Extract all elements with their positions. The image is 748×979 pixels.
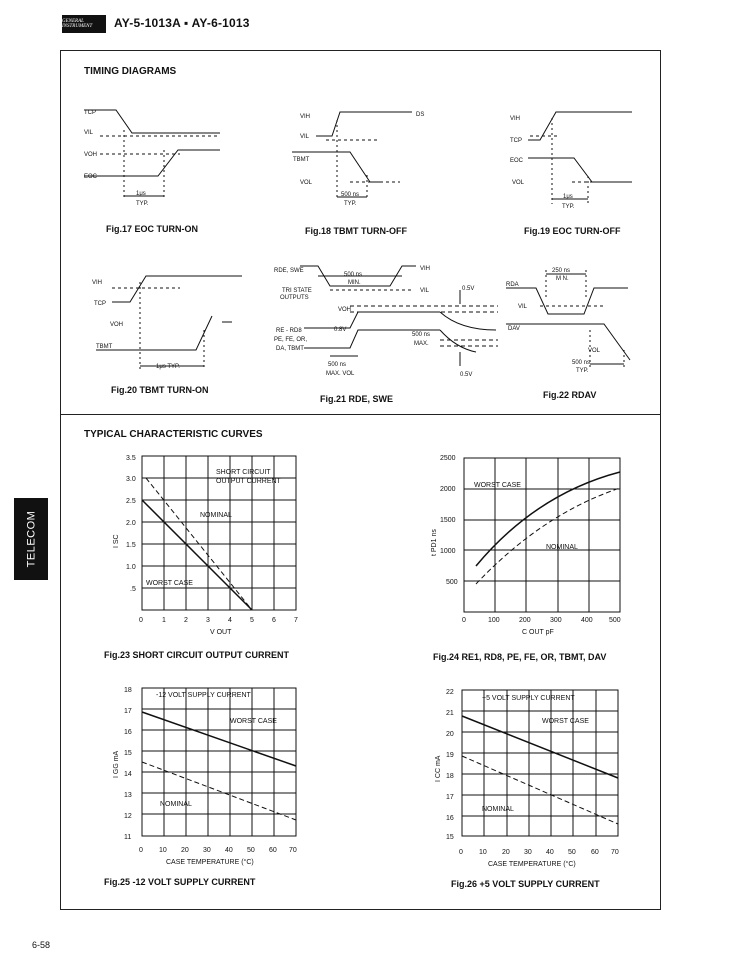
- fig26-ytick-7: 15: [446, 834, 454, 841]
- fig21-label-rde: RDE, SWE: [274, 268, 304, 274]
- fig25-xtick-3: 30: [203, 847, 211, 854]
- fig21-t-r1: 500 ns: [412, 332, 431, 338]
- fig23-xtick-0: 0: [139, 617, 143, 624]
- fig26-xtick-3: 30: [524, 849, 532, 856]
- fig19-timing-diagram: [510, 112, 632, 210]
- fig22-timing-diagram: [506, 268, 630, 374]
- fig24-caption: Fig.24 RE1, RD8, PE, FE, OR, TBMT, DAV: [433, 652, 607, 662]
- fig25-xtick-7: 70: [289, 847, 297, 854]
- fig21-label-voh: VOH: [338, 307, 352, 313]
- fig26-xtick-2: 20: [502, 849, 510, 856]
- fig22-label-vol: VOL: [588, 348, 601, 354]
- fig23-xtick-2: 2: [184, 617, 188, 624]
- fig26-xtick-1: 10: [479, 849, 487, 856]
- fig25-ylabel: I GG mA: [113, 750, 120, 778]
- fig21-label-pe: PE, FE, OR,: [274, 337, 308, 343]
- fig19-eoc-wave: [528, 158, 632, 182]
- company-logo: GENERAL INSTRUMENT: [62, 15, 106, 33]
- fig20-label-voh: VOH: [110, 322, 124, 328]
- fig17-t2: TYP.: [136, 201, 149, 207]
- fig25-legend: -12 VOLT SUPPLY CURRENT: [156, 692, 251, 699]
- fig20-t: 1μs TYP.: [156, 364, 180, 370]
- fig25-ytick-0: 18: [124, 687, 132, 694]
- fig17-caption: Fig.17 EOC TURN-ON: [106, 224, 199, 234]
- fig23-ytick-3: 2.0: [126, 520, 136, 527]
- fig24-worst-label: WORST CASE: [474, 482, 521, 489]
- fig22-label-dav: DAV: [508, 326, 520, 332]
- fig24-xtick-5: 500: [609, 617, 621, 624]
- fig22-t-top1: 250 ns: [552, 268, 571, 274]
- fig26-xtick-5: 50: [568, 849, 576, 856]
- fig21-out-high: [304, 312, 440, 328]
- fig26-chart: [435, 689, 619, 868]
- fig24-nominal-label: NOMINAL: [546, 544, 578, 551]
- fig19-label-eoc: EOC: [510, 158, 524, 164]
- fig20-timing-diagram: [92, 276, 242, 370]
- fig25-caption: Fig.25 -12 VOLT SUPPLY CURRENT: [104, 877, 256, 887]
- timing-section-title: TIMING DIAGRAMS: [84, 66, 177, 77]
- fig18-caption: Fig.18 TBMT TURN-OFF: [305, 226, 407, 236]
- fig23-ytick-0: 3.5: [126, 455, 136, 462]
- fig21-decay-up: [440, 312, 496, 330]
- fig25-xtick-4: 40: [225, 847, 233, 854]
- fig19-label-vih: VIH: [510, 116, 521, 122]
- fig24-ylabel: t PD1 ns: [431, 529, 438, 556]
- fig25-xtick-0: 0: [139, 847, 143, 854]
- fig22-rda-wave: [506, 288, 628, 314]
- section-tab-label: TELECOM: [25, 510, 37, 568]
- fig17-label-eoc: EOC: [84, 174, 98, 180]
- fig23-worst-label: WORST CASE: [146, 580, 193, 587]
- fig19-label-vol: VOL: [512, 180, 525, 186]
- fig24-xtick-1: 100: [488, 617, 500, 624]
- fig22-dav-wave: [506, 324, 630, 360]
- fig19-caption: Fig.19 EOC TURN-OFF: [524, 226, 621, 236]
- fig24-ytick-3: 1000: [440, 548, 456, 555]
- fig17-t1: 1μs: [136, 191, 146, 197]
- fig21-label-vih: VIH: [420, 266, 431, 272]
- fig21-t-top1: 500 ns: [344, 272, 363, 278]
- fig26-caption: Fig.26 +5 VOLT SUPPLY CURRENT: [451, 879, 600, 889]
- fig23-xtick-7: 7: [294, 617, 298, 624]
- fig25-ytick-3: 15: [124, 750, 132, 757]
- fig23-legend-2: OUTPUT CURRENT: [216, 478, 281, 485]
- fig23-xtick-5: 5: [250, 617, 254, 624]
- fig23-nominal-line: [142, 500, 252, 610]
- fig20-caption: Fig.20 TBMT TURN-ON: [111, 385, 209, 395]
- fig22-t-bot1: 500 ns: [572, 360, 591, 366]
- fig26-xtick-0: 0: [459, 849, 463, 856]
- fig17-timing-diagram: [84, 110, 220, 207]
- fig18-t2: TYP.: [344, 201, 357, 207]
- fig17-label-tcp: TCP: [84, 110, 96, 116]
- fig21-label-vil: VIL: [420, 288, 430, 294]
- fig26-ytick-2: 20: [446, 731, 454, 738]
- fig18-label-vol: VOL: [300, 180, 313, 186]
- fig21-v05a: 0.5V: [462, 286, 475, 292]
- fig17-label-vil: VIL: [84, 130, 94, 136]
- fig26-nominal-line: [462, 756, 618, 824]
- fig20-label-vih: VIH: [92, 280, 103, 286]
- fig21-label-da: DA, TBMT: [276, 346, 304, 352]
- fig24-xtick-2: 200: [519, 617, 531, 624]
- fig24-ytick-4: 500: [446, 579, 458, 586]
- curves-section-title: TYPICAL CHARACTERISTIC CURVES: [84, 429, 263, 440]
- fig17-label-voh: VOH: [84, 152, 98, 158]
- fig26-ytick-6: 16: [446, 815, 454, 822]
- fig25-ytick-1: 17: [124, 708, 132, 715]
- fig26-xtick-7: 70: [611, 849, 619, 856]
- fig21-label-tristate: TRI STATE: [282, 288, 312, 294]
- fig25-xtick-1: 10: [159, 847, 167, 854]
- fig23-legend-1: SHORT CIRCUIT: [216, 469, 271, 476]
- fig23-xtick-4: 4: [228, 617, 232, 624]
- fig18-label-tbmt: TBMT: [293, 157, 310, 163]
- fig23-ylabel: I SC: [113, 534, 120, 548]
- fig23-xlabel: V OUT: [210, 629, 232, 636]
- fig24-chart: [431, 455, 621, 636]
- fig17-eoc-wave: [84, 150, 220, 176]
- fig26-legend: +5 VOLT SUPPLY CURRENT: [482, 695, 575, 702]
- header-title: AY-5-1013A ▪ AY-6-1013: [114, 16, 250, 30]
- fig19-t1: 1μs: [563, 194, 573, 200]
- fig22-label-vil: VIL: [518, 304, 528, 310]
- fig25-ytick-6: 12: [124, 813, 132, 820]
- fig26-ytick-1: 21: [446, 710, 454, 717]
- fig24-xtick-0: 0: [462, 617, 466, 624]
- fig21-caption: Fig.21 RDE, SWE: [320, 394, 394, 404]
- fig25-xtick-6: 60: [269, 847, 277, 854]
- fig21-t-bot2: MAX. VOL: [326, 371, 355, 377]
- fig23-ytick-2: 2.5: [126, 498, 136, 505]
- fig23-ytick-1: 3.0: [126, 476, 136, 483]
- fig25-xtick-2: 20: [181, 847, 189, 854]
- fig25-chart: [113, 687, 297, 866]
- fig26-worst-line: [462, 716, 618, 778]
- fig22-label-rda: RDA: [506, 282, 519, 288]
- fig25-worst-label: WORST CASE: [230, 718, 277, 725]
- fig25-ytick-4: 14: [124, 771, 132, 778]
- fig26-xlabel: CASE TEMPERATURE (°C): [488, 861, 576, 868]
- fig26-worst-label: WORST CASE: [542, 718, 589, 725]
- fig21-t-r2: MAX.: [414, 341, 429, 347]
- fig24-ytick-1: 2000: [440, 486, 456, 493]
- fig25-ytick-2: 16: [124, 729, 132, 736]
- fig21-label-outputs: OUTPUTS: [280, 295, 309, 301]
- fig21-timing-diagram: [274, 266, 498, 378]
- fig21-decay-down: [440, 330, 476, 352]
- fig23-ytick-4: 1.5: [126, 542, 136, 549]
- fig25-ytick-5: 13: [124, 792, 132, 799]
- fig21-t-bot1: 500 ns: [328, 362, 347, 368]
- fig17-tcp-wave: [84, 110, 220, 133]
- fig21-v05b: 0.5V: [460, 372, 473, 378]
- fig25-ytick-7: 11: [124, 834, 132, 841]
- fig23-xtick-1: 1: [162, 617, 166, 624]
- fig20-label-tbmt: TBMT: [96, 344, 113, 350]
- fig18-t1: 500 ns: [341, 192, 360, 198]
- fig26-nominal-label: NOMINAL: [482, 806, 514, 813]
- page-number: 6-58: [32, 940, 51, 950]
- fig18-timing-diagram: [292, 112, 424, 207]
- fig22-t-bot2: TYP.: [576, 368, 589, 374]
- fig26-xtick-6: 60: [591, 849, 599, 856]
- fig20-tcp-wave: [112, 276, 242, 302]
- fig26-ytick-5: 17: [446, 794, 454, 801]
- fig19-t2: TYP.: [562, 204, 575, 210]
- fig22-caption: Fig.22 RDAV: [543, 390, 597, 400]
- fig26-ytick-4: 18: [446, 773, 454, 780]
- fig18-label-vih: VIH: [300, 114, 311, 120]
- fig26-ylabel: I CC mA: [435, 755, 442, 782]
- fig25-nominal-line: [142, 762, 296, 820]
- fig23-ytick-6: .5: [130, 586, 136, 593]
- fig24-xtick-3: 300: [550, 617, 562, 624]
- fig24-ytick-0: 2500: [440, 455, 456, 462]
- fig18-label-vil: VIL: [300, 134, 310, 140]
- fig24-ytick-2: 1500: [440, 517, 456, 524]
- fig22-t-top2: M N.: [556, 276, 569, 282]
- fig20-label-tcp: TCP: [94, 301, 106, 307]
- fig26-ytick-0: 22: [446, 689, 454, 696]
- fig23-xtick-6: 6: [272, 617, 276, 624]
- fig26-ytick-3: 19: [446, 752, 454, 759]
- fig19-label-tcp: TCP: [510, 138, 522, 144]
- fig25-xlabel: CASE TEMPERATURE (°C): [166, 859, 254, 866]
- fig18-ds-wave: [316, 112, 412, 136]
- fig23-chart: [113, 455, 298, 636]
- fig26-xtick-4: 40: [546, 849, 554, 856]
- fig25-nominal-label: NOMINAL: [160, 801, 192, 808]
- fig24-xlabel: C OUT pF: [522, 629, 554, 636]
- fig24-xtick-4: 400: [581, 617, 593, 624]
- fig23-caption: Fig.23 SHORT CIRCUIT OUTPUT CURRENT: [104, 650, 290, 660]
- fig25-xtick-5: 50: [247, 847, 255, 854]
- fig21-t-top2: MIN.: [348, 280, 361, 286]
- fig23-ytick-5: 1.0: [126, 564, 136, 571]
- fig21-label-v08: 0.8V: [334, 327, 347, 333]
- fig23-xtick-3: 3: [206, 617, 210, 624]
- fig21-label-re: RE - RD8: [276, 328, 302, 334]
- fig25-grid: [142, 688, 296, 836]
- fig23-nominal-label: NOMINAL: [200, 512, 232, 519]
- fig18-label-ds: DS: [416, 112, 425, 118]
